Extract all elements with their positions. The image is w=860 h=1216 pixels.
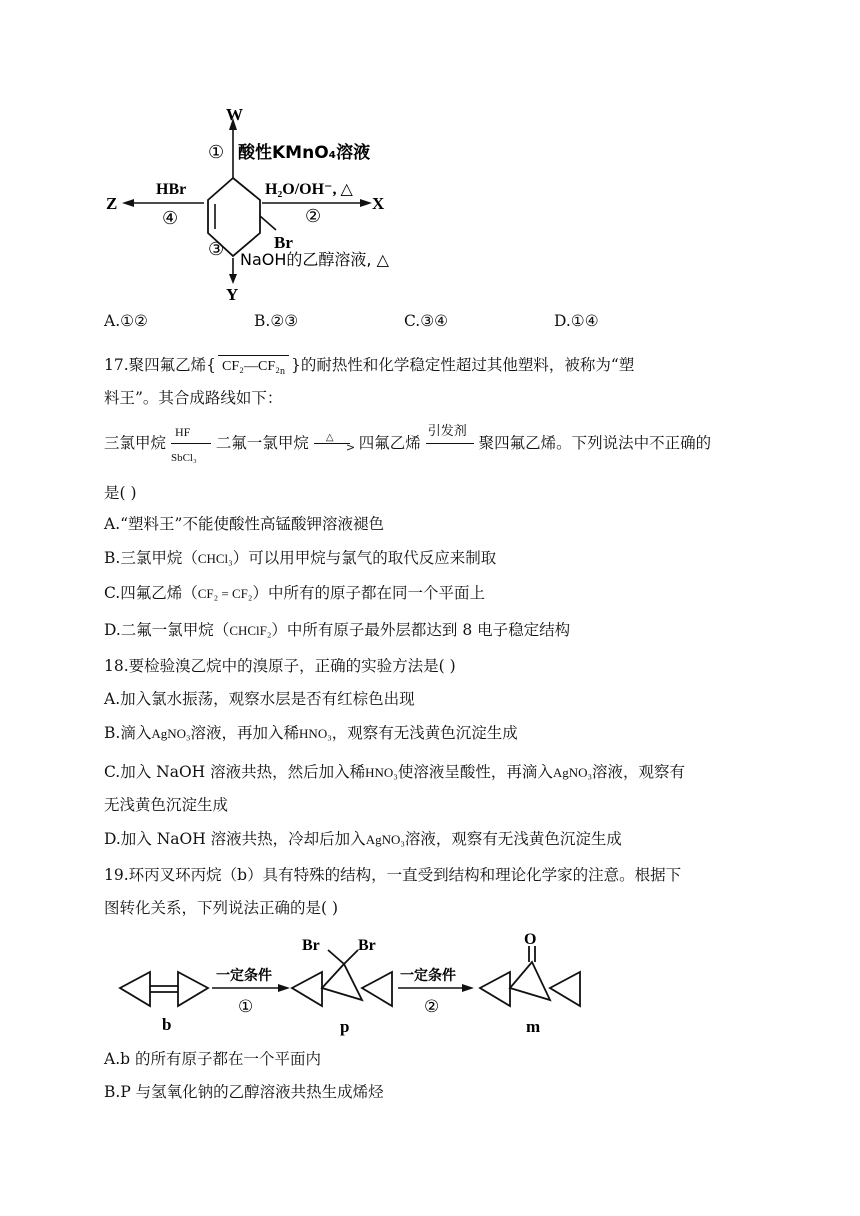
- m-carbonyl-oxygen: O: [524, 931, 537, 948]
- step1-number: ①: [208, 142, 225, 163]
- route-tetrafluoroethylene: 四氟乙烯: [358, 434, 421, 452]
- q17-option-a[interactable]: A.“塑料王”不能使酸性高锰酸钾溶液褪色: [104, 515, 384, 533]
- q17-stem-line4: 是( ): [104, 484, 137, 502]
- q19-stem-line1: 19.环丙叉环丙烷（b）具有特殊的结构，一直受到结构和理论化学家的注意。根据下: [104, 866, 682, 884]
- q17-synthesis-route: [104, 424, 712, 464]
- q18-option-d[interactable]: D.加入 NaOH 溶液共热，冷却后加入AgNO₃溶液，观察有无浅黄色沉淀生成: [104, 830, 622, 848]
- product-y: Y: [226, 285, 239, 304]
- product-z: Z: [106, 194, 118, 213]
- arrow1-number: ①: [238, 997, 254, 1017]
- route-arrow-1: HF SbCl₃: [171, 433, 211, 455]
- structure-m: [480, 946, 580, 1006]
- route-arrow-2: △ >: [314, 433, 354, 455]
- p-bromo-left: Br: [302, 937, 320, 954]
- label-p: p: [340, 1017, 350, 1036]
- q16-option-b[interactable]: B.②③: [254, 312, 299, 330]
- q18-option-a[interactable]: A.加入氯水振荡，观察水层是否有红棕色出现: [104, 690, 415, 708]
- route-difluorochloromethane: 二氟一氯甲烷: [215, 434, 309, 452]
- q17-option-d[interactable]: D.二氟一氯甲烷（CHClF₂）中所有原子最外层都达到 8 电子稳定结构: [104, 621, 571, 639]
- q17-option-c[interactable]: C.四氟乙烯（CF₂ = CF₂）中所有的原子都在同一个平面上: [104, 584, 485, 602]
- label-m: m: [526, 1017, 541, 1036]
- step2-number: ②: [305, 206, 322, 227]
- q19-stem-line2: 图转化关系，下列说法正确的是( ): [104, 899, 339, 917]
- step1-reagent: 酸性KMnO₄溶液: [238, 143, 371, 163]
- q17-option-b[interactable]: B.三氯甲烷（CHCl₃）可以用甲烷与氯气的取代反应来制取: [104, 549, 497, 567]
- q16-option-d[interactable]: D.①④: [554, 312, 599, 330]
- structure-p: [292, 950, 392, 1006]
- step4-number: ④: [162, 208, 179, 229]
- step2-reagent: H₂O/OH⁻, △: [265, 181, 353, 198]
- route-arrow-3: 引发剂: [426, 433, 474, 455]
- arrow2-condition: 一定条件: [400, 968, 456, 984]
- arrow2-number: ②: [424, 997, 440, 1017]
- arrow1-condition: 一定条件: [216, 968, 272, 984]
- step3-number: ③: [208, 239, 225, 260]
- route-ptfe: 聚四氟乙烯。下列说法中不正确的: [478, 434, 712, 452]
- step3-reagent: NaOH的乙醇溶液, △: [240, 250, 389, 269]
- q17-stem-line2: 料王”。其合成路线如下：: [104, 389, 283, 407]
- q16-option-a[interactable]: A.①②: [104, 312, 148, 330]
- q18-option-c[interactable]: C.加入 NaOH 溶液共热，然后加入稀HNO₃使溶液呈酸性，再滴入AgNO₃溶液，观察有: [104, 763, 686, 781]
- product-x: X: [372, 194, 385, 213]
- label-b: b: [162, 1015, 172, 1034]
- q16-option-c[interactable]: C.③④: [404, 312, 449, 330]
- route-chloroform: 三氯甲烷: [104, 434, 167, 452]
- q19-option-b[interactable]: B.P 与氢氧化钠的乙醇溶液共热生成烯烃: [104, 1083, 384, 1101]
- q18-stem: 18.要检验溴乙烷中的溴原子，正确的实验方法是( ): [104, 657, 456, 675]
- q18-option-b[interactable]: B.滴入AgNO₃溶液，再加入稀HNO₃，观察有无浅黄色沉淀生成: [104, 724, 518, 742]
- q19-option-a[interactable]: A.b 的所有原子都在一个平面内: [104, 1050, 321, 1068]
- q17-stem-line1: 17.聚四氟乙烯{ $CF_2—CF_2_n$ }的耐热性和化学稳定性超过其他塑料，被称为“塑: [104, 354, 634, 383]
- bromo-substituent: Br: [274, 233, 293, 252]
- p-bromo-right: Br: [358, 937, 376, 954]
- q19-reaction-scheme: [108, 928, 588, 1040]
- product-w: W: [226, 108, 243, 124]
- structure-b: [120, 972, 208, 1006]
- step4-reagent: HBr: [156, 181, 187, 198]
- q18-option-c-line2: 无浅黄色沉淀生成: [104, 796, 229, 814]
- polymer-formula: $CF_2—CF_2_n$: [218, 355, 289, 383]
- q16-reaction-diagram: [100, 108, 440, 308]
